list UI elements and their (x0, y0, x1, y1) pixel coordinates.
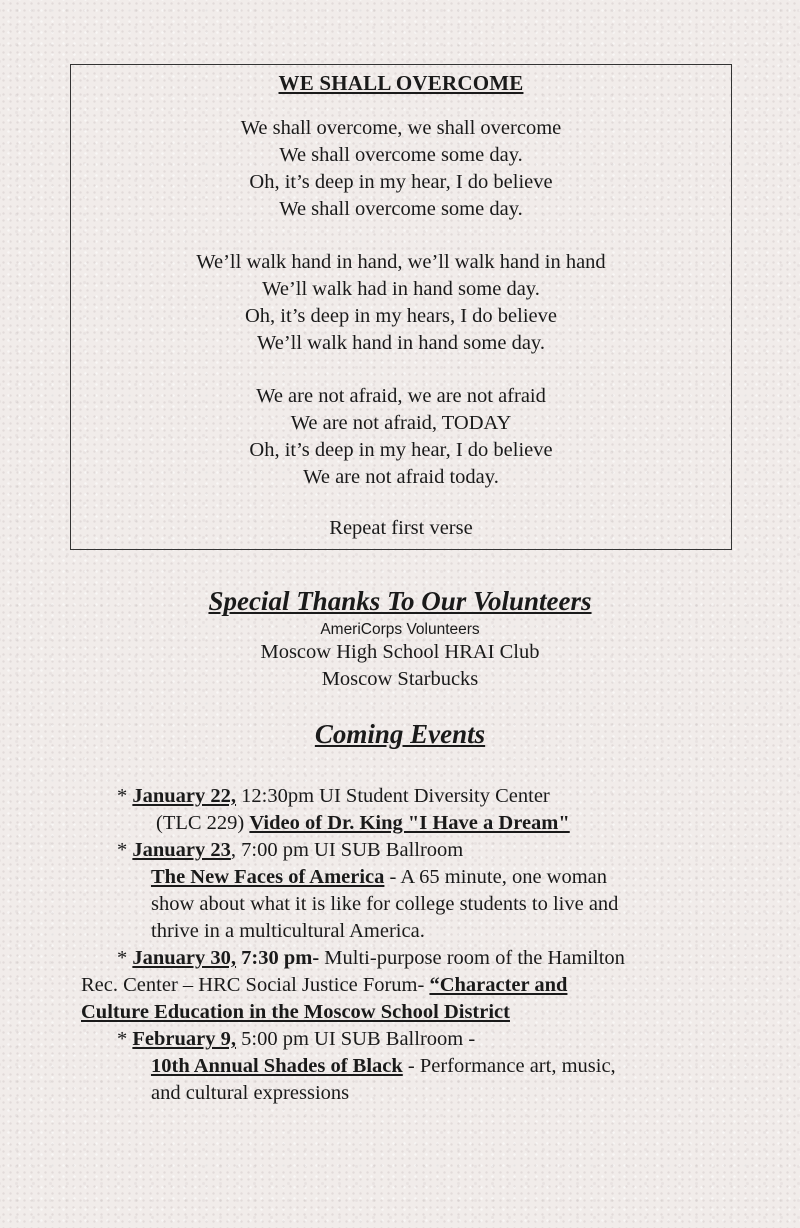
event-desc: - Performance art, music, (402, 1055, 616, 1077)
event-time-place: , 7:00 pm UI SUB Ballroom (230, 839, 464, 861)
event-desc: thrive in a multicultural America. (151, 920, 425, 942)
verse-3 (71, 383, 731, 491)
thanks-section (0, 586, 800, 693)
event-line (151, 864, 607, 891)
repeat-note: Repeat first verse (329, 517, 473, 539)
song-box (70, 64, 732, 550)
event-bullet: * (117, 1028, 133, 1050)
verse-2 (71, 249, 731, 357)
event-time: 7:30 pm- (236, 947, 320, 969)
thanks-item: Moscow High School HRAI Club (260, 641, 540, 663)
verse-1 (71, 115, 731, 223)
event-line (117, 1026, 475, 1053)
verse-line: Oh, it’s deep in my hears, I do believe (245, 305, 557, 327)
event-desc: show about what it is like for college students to live and (151, 893, 619, 915)
verse-line: Oh, it’s deep in my hear, I do believe (249, 439, 553, 461)
event-title: Culture Education in the Moscow School District (81, 1001, 510, 1023)
event-bullet: * (117, 785, 133, 807)
event-line (151, 1053, 616, 1080)
verse-line: We shall overcome, we shall overcome (240, 117, 562, 139)
verse-line: We are not afraid, TODAY (290, 412, 512, 434)
events-title: Coming Events (314, 719, 486, 749)
event-line (81, 999, 510, 1026)
verse-line: We are not afraid, we are not afraid (256, 385, 546, 407)
event-bullet: * (117, 839, 133, 861)
event-title: 10th Annual Shades of Black (151, 1055, 403, 1077)
verse-line: We shall overcome some day. (279, 198, 523, 220)
event-line (117, 783, 550, 810)
event-line (156, 810, 570, 837)
event-date: January 30, (132, 947, 237, 969)
verse-line: We’ll walk hand in hand, we’ll walk hand in hand (196, 251, 606, 273)
event-title: Video of Dr. King "I Have a Dream" (249, 812, 570, 834)
verse-line: We shall overcome some day. (279, 144, 523, 166)
song-title: WE SHALL OVERCOME (278, 71, 524, 95)
event-date: February 9, (132, 1028, 236, 1050)
event-date: January 22, (132, 785, 237, 807)
event-title: The New Faces of America (151, 866, 385, 888)
verse-line: We are not afraid today. (303, 466, 499, 488)
thanks-item: Moscow Starbucks (321, 668, 479, 690)
event-title: “Character and (429, 974, 568, 996)
event-place: Multi-purpose room of the Hamilton (319, 947, 625, 969)
event-date: January 23 (132, 839, 231, 861)
thanks-item: AmeriCorps Volunteers (320, 621, 480, 638)
event-desc: and cultural expressions (151, 1082, 350, 1104)
verse-line: Oh, it’s deep in my hear, I do believe (249, 171, 553, 193)
event-line (117, 945, 625, 972)
event-place: Rec. Center – HRC Social Justice Forum- (81, 974, 430, 996)
event-line (117, 837, 463, 864)
event-line (81, 972, 567, 999)
event-bullet: * (117, 947, 133, 969)
verse-line: We’ll walk had in hand some day. (262, 278, 540, 300)
event-time-place: 5:00 pm UI SUB Ballroom - (236, 1028, 476, 1050)
verse-line: We’ll walk hand in hand some day. (257, 332, 545, 354)
event-desc: - A 65 minute, one woman (384, 866, 608, 888)
thanks-title: Special Thanks To Our Volunteers (208, 586, 592, 616)
event-room: (TLC 229) (156, 812, 250, 834)
event-time-place: 12:30pm UI Student Diversity Center (236, 785, 550, 807)
